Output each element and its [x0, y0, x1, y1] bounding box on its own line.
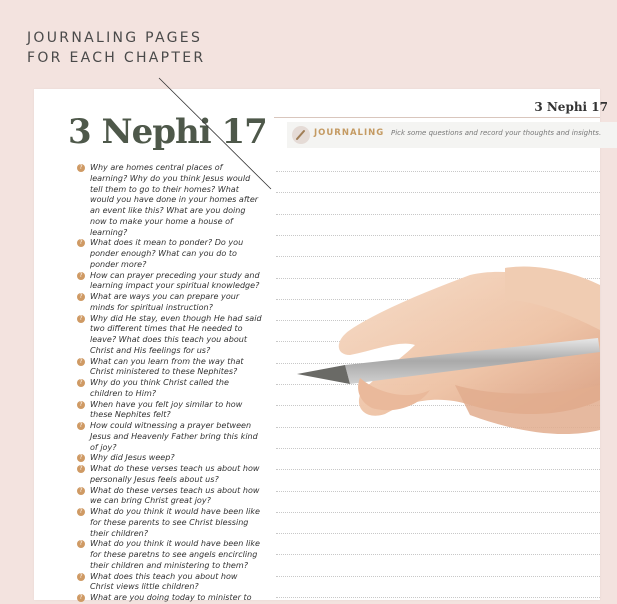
question-text: How could witnessing a prayer between Jesus and Heavenly Father bring this kind of joy?	[90, 421, 258, 452]
question-mark-icon: ?	[77, 164, 85, 172]
question-text: What do these verses teach us about how personally Jesus feels about us?	[90, 464, 260, 484]
question-mark-icon: ?	[77, 508, 85, 516]
promo-line-1: JOURNALING PAGES	[27, 30, 203, 46]
question-text: What do you think it would have been like for these paretns to see angels encircling their children and ministering to them?	[90, 539, 260, 570]
question-text: What do you think it would have been like for these parents to see Christ blessing their children?	[90, 507, 260, 538]
question-mark-icon: ?	[77, 465, 85, 473]
question-text: Why are homes central places of learning? Why do you think Jesus would tell them to go to their homes? What would you have done in your homes after an event like this? What are you doing now to make your home a house of learning?	[90, 163, 259, 237]
question-mark-icon: ?	[77, 293, 85, 301]
journaling-label: JOURNALING	[314, 128, 385, 138]
question-text: Why did He stay, even though He had said two different times that He needed to leave? What does this teach you about Christ and His feelings for us?	[90, 313, 262, 355]
question-mark-icon: ?	[77, 379, 85, 387]
question-mark-icon: ?	[77, 454, 85, 462]
question-mark-icon: ?	[77, 487, 85, 495]
question-mark-icon: ?	[77, 573, 85, 581]
question-mark-icon: ?	[77, 239, 85, 247]
question-text: What does this teach you about how Christ views little children?	[90, 571, 238, 592]
question-mark-icon: ?	[77, 272, 85, 280]
chapter-title: 3 Nephi 17	[68, 112, 267, 152]
running-header: 3 Nephi 17	[534, 100, 608, 114]
question-text: What are ways you can prepare your minds for spiritual instruction?	[90, 292, 240, 312]
question-mark-icon: ?	[77, 401, 85, 409]
question-mark-icon: ?	[77, 422, 85, 430]
question-text: What do these verses teach us about how we can bring Christ great joy?	[90, 485, 260, 506]
question-text: What are you doing today to minister to	[90, 593, 252, 602]
question-text: When have you felt joy similar to how these Nephites felt?	[90, 399, 243, 420]
question-text: How can prayer preceding your study and learning impact your spiritual knowledge?	[90, 270, 260, 291]
promo-line-2: FOR EACH CHAPTER	[27, 50, 206, 66]
question-mark-icon: ?	[77, 358, 85, 366]
question-mark-icon: ?	[77, 315, 85, 323]
question-text: Why did Jesus weep?	[90, 453, 175, 463]
question-text: What can you learn from the way that Christ ministered to these Nephites?	[90, 356, 244, 377]
question-text: What does it mean to ponder? Do you ponder enough? What can you do to ponder more?	[90, 238, 244, 269]
journaling-prompt: Pick some questions and record your thoughts and insights.	[391, 129, 602, 137]
question-mark-icon: ?	[77, 594, 85, 602]
question-mark-icon: ?	[77, 540, 85, 548]
question-text: Why do you think Christ called the children to Him?	[90, 378, 229, 398]
